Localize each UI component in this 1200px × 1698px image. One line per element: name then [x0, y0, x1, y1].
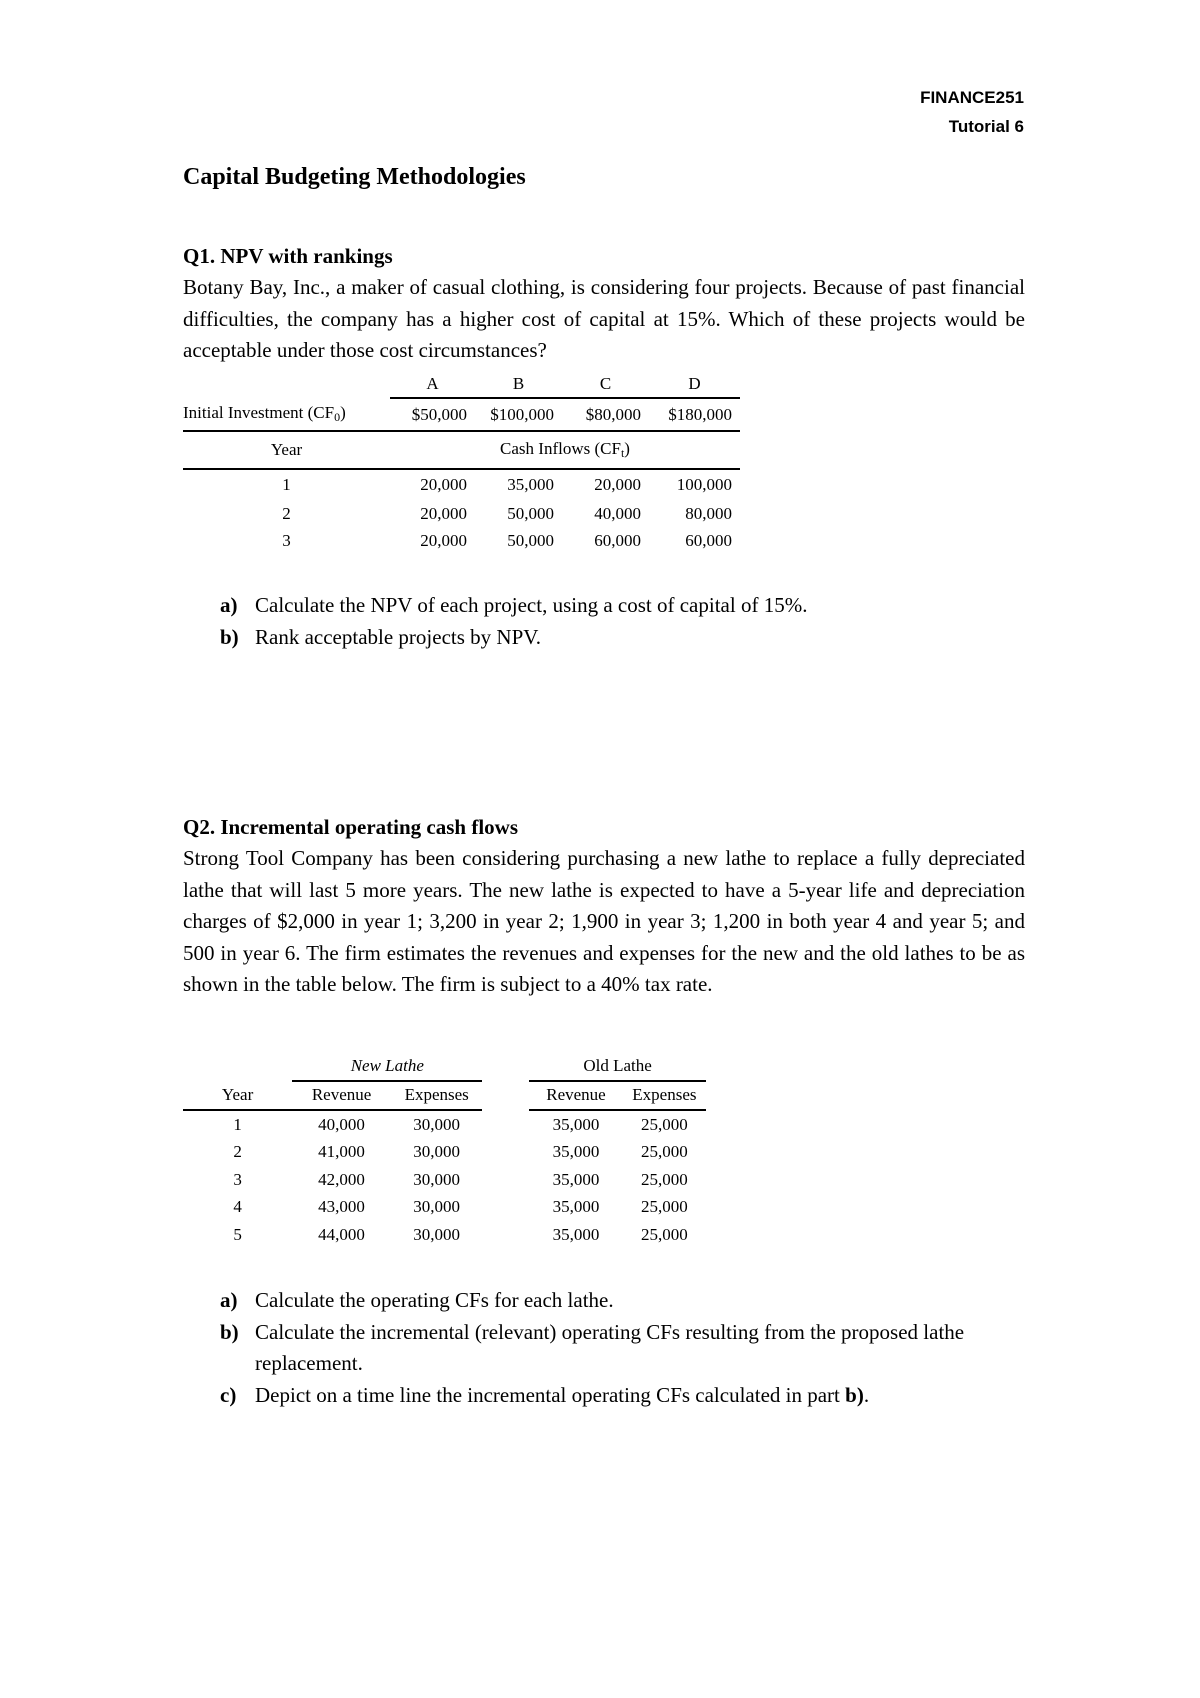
table-cell: $180,000: [649, 398, 740, 431]
q1-heading: Q1. NPV with rankings: [183, 244, 393, 268]
table-row: 1 20,000 35,000 20,000 100,000: [282, 475, 732, 494]
column-header: Expenses: [391, 1081, 482, 1111]
table-subheader-row: [183, 431, 740, 469]
table-row: 1 40,000 30,000 35,000 25,000: [233, 1114, 688, 1134]
column-header: Revenue: [292, 1081, 391, 1111]
column-header: Revenue: [529, 1081, 623, 1111]
table-row: 4 43,000 30,000 35,000 25,000: [233, 1197, 688, 1217]
initial-investment-row: [183, 398, 740, 431]
table-row: 3 20,000 50,000 60,000 60,000: [282, 530, 732, 550]
column-header: A: [390, 370, 475, 398]
table-row: 2 20,000 50,000 40,000 80,000: [282, 503, 732, 523]
q2-heading: Q2. Incremental operating cash flows: [183, 815, 519, 839]
list-item: b) Rank acceptable projects by NPV.: [220, 624, 541, 649]
list-item: a) Calculate the NPV of each project, using a cost of capital of 15%.: [220, 593, 808, 617]
course-code: FINANCE251: [920, 88, 1024, 107]
year-header: Year: [183, 1081, 292, 1111]
row-label: Initial Investment $(CF_0)$: [183, 398, 390, 431]
q2-lathe-table: [183, 1052, 706, 1249]
table-row: 3 42,000 30,000 35,000 25,000: [233, 1169, 688, 1189]
column-header: D: [649, 370, 740, 398]
table-cell: $80,000: [562, 398, 649, 431]
year-header: Year: [183, 431, 390, 469]
new-lathe-header: New Lathe: [292, 1052, 482, 1081]
old-lathe-header: Old Lathe: [529, 1052, 706, 1081]
table-header-row: [183, 370, 740, 398]
table-cell: $100,000: [475, 398, 562, 431]
list-item: c) Depict on a time line the incremental operating CFs calculated in part b).: [220, 1382, 870, 1407]
document-title: Capital Budgeting Methodologies: [183, 164, 526, 190]
column-header: Expenses: [623, 1081, 706, 1111]
q1-parts-list: [220, 590, 1065, 653]
table-row: 5 44,000 30,000 35,000 25,000: [233, 1224, 688, 1244]
q1-body: Botany Bay, Inc., a maker of casual clothing, is considering four projects. Because of past financial difficulties, the company has a higher cost of capital at 15%. Which of these projects would be acceptable under those cost circumstances?: [183, 275, 1025, 362]
q1-projects-table: [183, 370, 740, 554]
list-item: b) Calculate the incremental (relevant) operating CFs resulting from the proposed lathe replacement.: [220, 1319, 965, 1375]
table-cell: $50,000: [390, 398, 475, 431]
list-item: a) Calculate the operating CFs for each lathe.: [220, 1288, 614, 1312]
q2-body: Strong Tool Company has been considering purchasing a new lathe to replace a fully depreciated lathe that will last 5 more years. The new lathe is expected to have a 5-year life and depreciation charges of $2,000 in year 1; 3,200 in year 2; 1,900 in year 3; 1,200 in both year 4 and year 5; and 500 in year 6. The firm estimates the revenues and expenses for the new and the old lathes to be as shown in the table below. The firm is subject to a 40% tax rate.: [183, 846, 1025, 996]
table-header-row: [183, 1081, 706, 1111]
q2-parts-list: [220, 1285, 1065, 1411]
table-row: 2 41,000 30,000 35,000 25,000: [233, 1142, 688, 1162]
cash-inflows-header: Cash Inflows $(CF_t)$: [390, 431, 740, 469]
table-group-header-row: [183, 1052, 706, 1081]
tutorial-label: Tutorial 6: [948, 117, 1024, 136]
column-header: C: [562, 370, 649, 398]
column-header: B: [475, 370, 562, 398]
